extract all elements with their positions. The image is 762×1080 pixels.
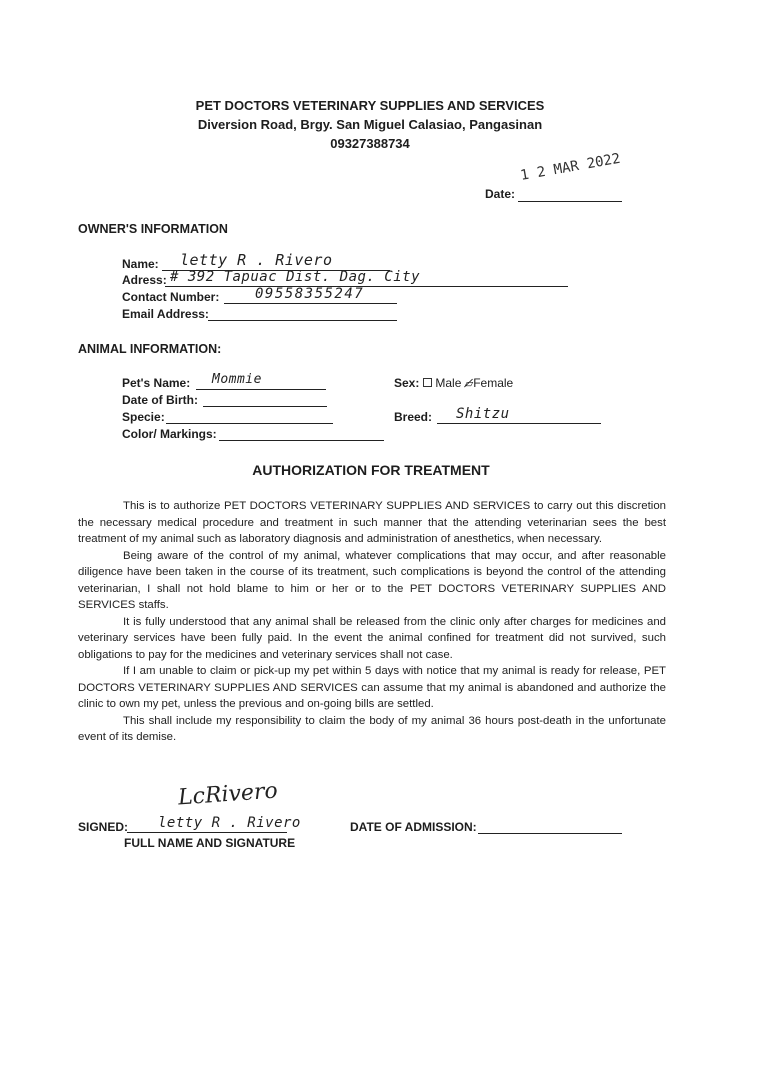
date-stamp: 1 2 MAR 2022 — [519, 150, 622, 184]
date-of-admission-line[interactable] — [478, 819, 622, 834]
pet-name-value[interactable]: Mommie — [212, 372, 262, 387]
dob-label: Date of Birth: — [122, 393, 198, 407]
male-option: Male — [435, 376, 462, 390]
color-markings-label: Color/ Markings: — [122, 427, 217, 441]
date-of-admission-label: DATE OF ADMISSION: — [350, 820, 477, 834]
sex-field — [394, 376, 513, 390]
date-line — [518, 187, 622, 202]
animal-section-title: ANIMAL INFORMATION: — [78, 342, 222, 356]
dob-line[interactable] — [203, 392, 327, 407]
business-name: PET DOCTORS VETERINARY SUPPLIES AND SERVICES — [195, 98, 545, 113]
email-label: Email Address: — [122, 307, 209, 321]
signature-scrawl: LcRivero — [177, 778, 279, 811]
female-option: Female — [473, 376, 514, 390]
signature-caption: FULL NAME AND SIGNATURE — [124, 836, 296, 850]
specie-label: Specie: — [122, 410, 165, 424]
authorization-paragraph-4: If I am unable to claim or pick-up my pet within 5 days with notice that my animal is ready for release, PET DOCTORS VETERINARY SUPPLIES AND SERVICES can assume that my animal is abandoned and authorize the clinic to own my pet, unless the previous and on-going bills are settled. — [78, 665, 666, 710]
authorization-body — [78, 498, 666, 746]
signer-printed-name[interactable]: letty R . Rivero — [158, 815, 301, 831]
authorization-paragraph-1: This is to authorize PET DOCTORS VETERINARY SUPPLIES AND SERVICES to carry out this discretion the necessary medical procedure and treatment in such manner that the attending veterinarian sees the best treatment of my animal such as laboratory diagnosis and administration of anesthetics, when necessary. — [78, 500, 666, 545]
male-checkbox[interactable] — [423, 378, 432, 387]
business-address: Diversion Road, Brgy. San Miguel Calasiao, Pangasinan — [197, 117, 543, 132]
business-phone: 09327388734 — [330, 136, 410, 151]
contact-number-label: Contact Number: — [122, 290, 220, 304]
email-line[interactable] — [208, 306, 397, 321]
owner-address-value[interactable]: # 392 Tapuac Dist. Dag. City — [170, 269, 421, 285]
authorization-paragraph-5: This shall include my responsibility to claim the body of my animal 36 hours post-death in the unfortunate event of its demise. — [78, 714, 666, 743]
authorization-paragraph-2: Being aware of the control of my animal, whatever complications that may occur, and after reasonable diligence have been taken in the course of its treatment, such complications is beyond the control of the attending veterinarian, I shall not hold blame to him or her or to the PET DOCTORS VETERINARY SUPPLIES AND SERVICES staffs. — [78, 549, 666, 611]
specie-line[interactable] — [166, 409, 333, 424]
breed-value[interactable]: Shitzu — [456, 406, 510, 422]
pet-name-label: Pet's Name: — [122, 376, 191, 390]
contact-number-value[interactable]: 09558355247 — [255, 286, 365, 302]
owner-address-label: Adress: — [122, 273, 167, 287]
female-check-mark-icon[interactable]: ▱̸ — [464, 377, 474, 390]
sex-label: Sex: — [394, 376, 420, 390]
breed-label: Breed: — [394, 410, 433, 424]
signed-label: SIGNED: — [78, 820, 129, 834]
owner-section-title: OWNER'S INFORMATION — [78, 222, 228, 236]
color-markings-line[interactable] — [219, 426, 384, 441]
authorization-title: AUTHORIZATION FOR TREATMENT — [252, 462, 490, 478]
owner-name-value[interactable]: letty R . Rivero — [180, 251, 333, 269]
owner-name-label: Name: — [122, 257, 159, 271]
authorization-paragraph-3: It is fully understood that any animal shall be released from the clinic only after charges for medicines and veterinary services have been fully paid. In the event the animal confined for treatment did not survived, such obligations to pay for the medicines and veterinary services shall not case. — [78, 615, 666, 661]
date-label: Date: — [485, 187, 516, 201]
